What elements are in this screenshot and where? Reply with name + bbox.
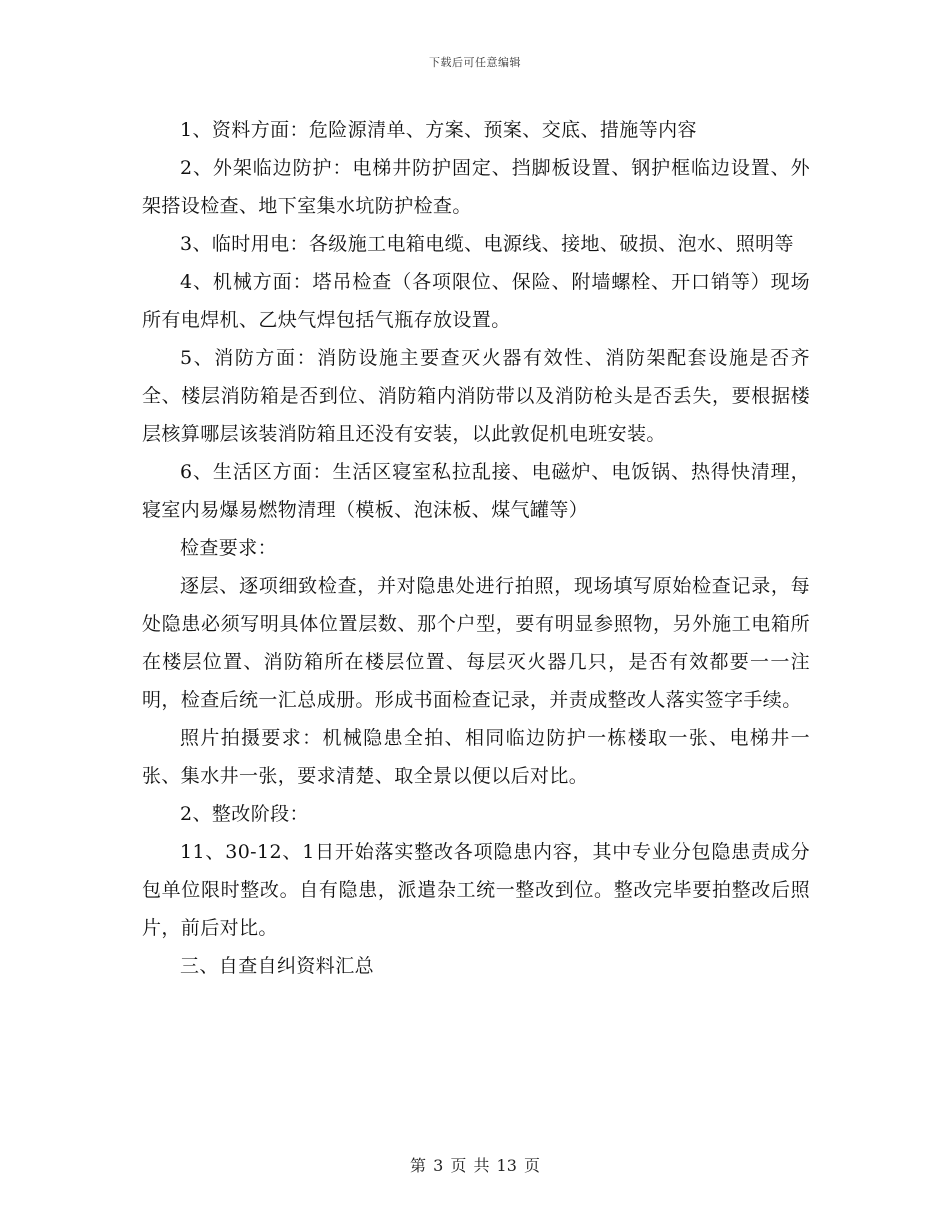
paragraph-rectification: 11、30-12、1日开始落实整改各项隐患内容，其中专业分包隐患责成分包单位限时整改。自有隐患，派遣杂工统一整改到位。整改完毕要拍整改后照片，前后对比。 [142, 841, 810, 939]
paragraph-machinery: 4、机械方面：塔吊检查（各项限位、保险、附墙螺栓、开口销等）现场所有电焊机、乙炔气焊包括气瓶存放设置。 [142, 271, 810, 331]
paragraph-materials: 1、资料方面：危险源清单、方案、预案、交底、措施等内容 [180, 119, 697, 141]
paragraph-photo-requirements: 照片拍摄要求：机械隐患全拍、相同临边防护一栋楼取一张、电梯井一张、集水井一张，要求清楚、取全景以便以后对比。 [142, 727, 810, 787]
paragraph-temporary-power: 3、临时用电：各级施工电箱电缆、电源线、接地、破损、泡水、照明等 [180, 233, 794, 255]
page-header: 下载后可任意编辑 [429, 56, 521, 69]
paragraph-fire-protection: 5、消防方面：消防设施主要查灭火器有效性、消防架配套设施是否齐全、楼层消防箱是否到位、消防箱内消防带以及消防枪头是否丢失，要根据楼层核算哪层该装消防箱且还没有安装，以此敦促机电班安装。 [142, 347, 810, 445]
paragraph-inspection-requirements: 逐层、逐项细致检查，并对隐患处进行拍照，现场填写原始检查记录，每处隐患必须写明具体位置层数、那个户型，要有明显参照物，另外施工电箱所在楼层位置、消防箱所在楼层位置、每层灭火器几只，是否有效都要一一注明，检查后统一汇总成册。形成书面检查记录，并责成整改人落实签字手续。 [142, 575, 810, 711]
page-number: 第 3 页 共 13 页 [410, 1156, 540, 1175]
paragraph-living-area: 6、生活区方面：生活区寝室私拉乱接、电磁炉、电饭锅、热得快清理，寝室内易爆易燃物清理（模板、泡沫板、煤气罐等） [142, 461, 810, 521]
paragraph-summary-heading: 三、自查自纠资料汇总 [180, 955, 375, 977]
document-body [142, 111, 810, 985]
paragraph-inspection-requirements-heading: 检查要求： [180, 537, 278, 559]
paragraph-edge-protection: 2、外架临边防护：电梯井防护固定、挡脚板设置、钢护框临边设置、外架搭设检查、地下室集水坑防护检查。 [142, 157, 810, 217]
paragraph-rectification-heading: 2、整改阶段： [180, 803, 309, 825]
